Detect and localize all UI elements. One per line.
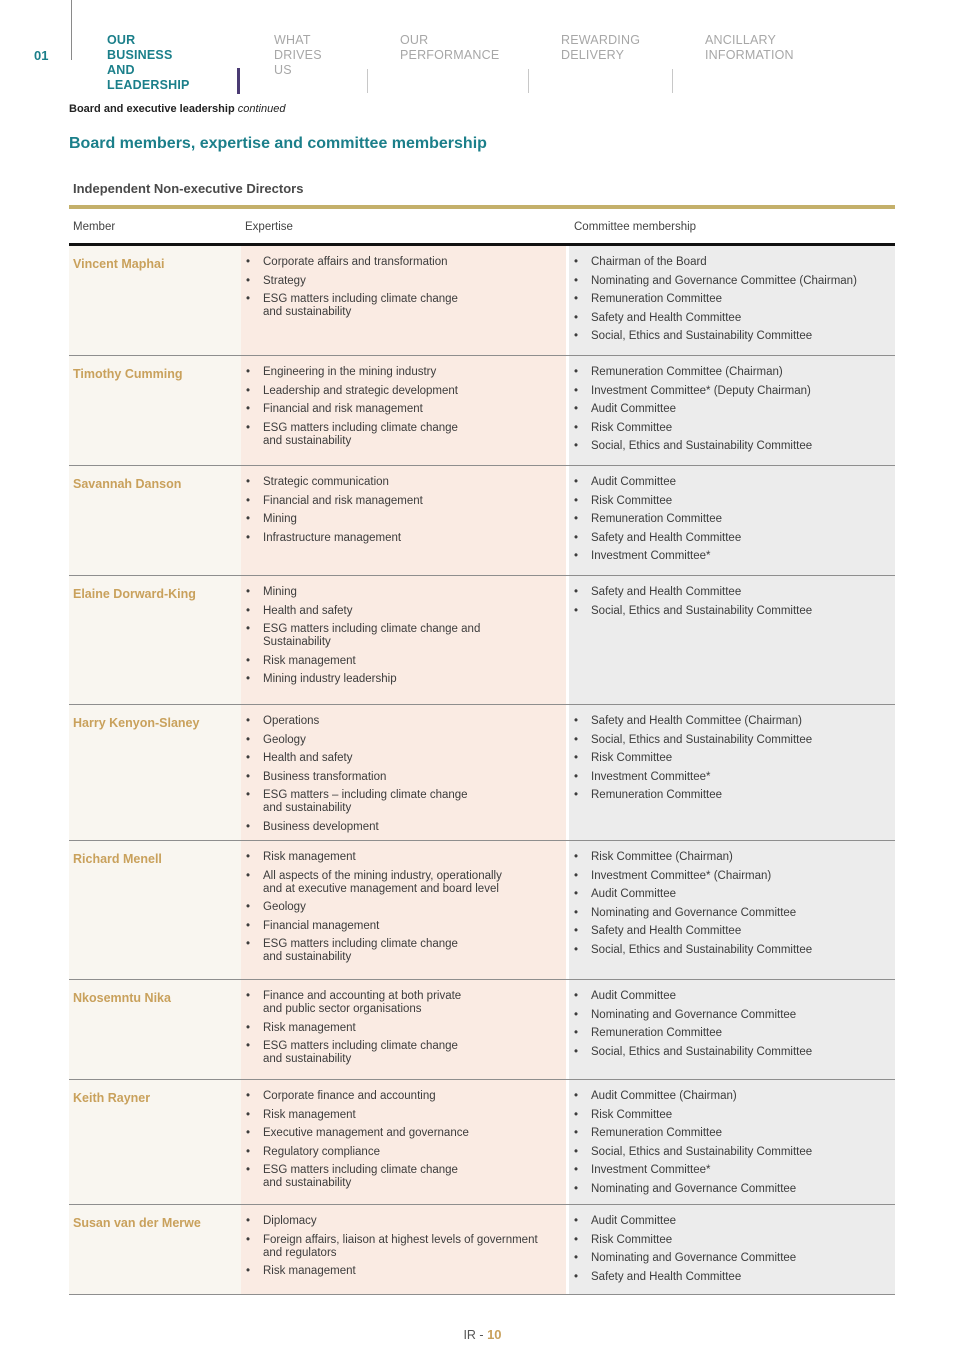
committee-item: • Safety and Health Committee [573, 532, 893, 545]
expertise-item: • Financial management [245, 920, 560, 933]
expertise-list [245, 1090, 560, 1196]
expertise-cell [241, 246, 566, 355]
committee-item: • Safety and Health Committee (Chairman) [573, 715, 893, 728]
committee-item: • Social, Ethics and Sustainability Committee [573, 605, 893, 618]
expertise-item: • Strategy [245, 275, 560, 288]
committee-list [573, 586, 893, 623]
table-row [69, 466, 895, 576]
table-row [69, 1080, 895, 1205]
committee-cell [569, 466, 895, 575]
committee-item: • Remuneration Committee (Chairman) [573, 366, 893, 379]
committee-item: • Social, Ethics and Sustainability Committee [573, 944, 893, 957]
expertise-item: • Corporate finance and accounting [245, 1090, 560, 1103]
committee-cell [569, 1205, 895, 1294]
committee-cell [569, 576, 895, 704]
expertise-item: • Leadership and strategic development [245, 385, 560, 398]
committee-item: • Investment Committee* (Deputy Chairman) [573, 385, 893, 398]
committee-cell [569, 980, 895, 1079]
expertise-cell [241, 980, 566, 1079]
committee-item: • Social, Ethics and Sustainability Committee [573, 734, 893, 747]
committee-item: • Audit Committee [573, 990, 893, 1003]
expertise-item: • ESG matters – including climate change and sustainability [245, 789, 560, 815]
expertise-item: • Geology [245, 901, 560, 914]
member-name: Vincent Maphai [73, 257, 165, 271]
member-name: Timothy Cumming [73, 367, 183, 381]
expertise-list [245, 366, 560, 453]
member-name: Nkosemntu Nika [73, 991, 171, 1005]
committee-item: • Investment Committee* [573, 550, 893, 563]
table-row [69, 1205, 895, 1295]
expertise-item: • Financial and risk management [245, 403, 560, 416]
member-cell [69, 246, 241, 355]
expertise-item: • Health and safety [245, 752, 560, 765]
table-row [69, 576, 895, 705]
expertise-item: • Diplomacy [245, 1215, 560, 1228]
footer-prefix: IR - [463, 1328, 488, 1342]
committee-item: • Remuneration Committee [573, 1127, 893, 1140]
member-name: Susan van der Merwe [73, 1216, 201, 1230]
committee-item: • Social, Ethics and Sustainability Committee [573, 1146, 893, 1159]
committee-list [573, 1090, 893, 1201]
expertise-item: • Risk management [245, 1109, 560, 1122]
nav-active-marker [237, 68, 240, 94]
expertise-list [245, 990, 560, 1072]
column-header-committees: Committee membership [574, 221, 697, 233]
expertise-item: • Health and safety [245, 605, 560, 618]
committee-item: • Audit Committee [573, 1215, 893, 1228]
committee-list [573, 715, 893, 808]
committee-item: • Safety and Health Committee [573, 312, 893, 325]
committee-list [573, 366, 893, 459]
expertise-item: • Strategic communication [245, 476, 560, 489]
member-cell [69, 356, 241, 465]
member-name: Elaine Dorward-King [73, 587, 196, 601]
table-body [69, 246, 895, 1295]
expertise-item: • Risk management [245, 655, 560, 668]
expertise-cell [241, 576, 566, 704]
expertise-cell [241, 705, 566, 840]
expertise-item: • ESG matters including climate change and sustainability [245, 1040, 560, 1066]
expertise-item: • Mining industry leadership [245, 673, 560, 686]
expertise-item: • Operations [245, 715, 560, 728]
section-label [69, 103, 285, 115]
committee-item: • Nominating and Governance Committee [573, 907, 893, 920]
expertise-item: • Corporate affairs and transformation [245, 256, 560, 269]
table-row [69, 356, 895, 466]
expertise-item: • Risk management [245, 1022, 560, 1035]
committee-item: • Remuneration Committee [573, 1027, 893, 1040]
committee-list [573, 851, 893, 962]
committee-item: • Social, Ethics and Sustainability Committee [573, 330, 893, 343]
nav-rewarding-delivery[interactable]: REWARDING DELIVERY [561, 33, 641, 62]
committee-cell [569, 705, 895, 840]
member-cell [69, 1080, 241, 1204]
expertise-list [245, 851, 560, 970]
committee-item: • Investment Committee* [573, 771, 893, 784]
section-label-bold: Board and executive leadership [69, 103, 235, 115]
expertise-item: • Business development [245, 821, 560, 834]
expertise-item: • Infrastructure management [245, 532, 560, 545]
expertise-item: • Financial and risk management [245, 495, 560, 508]
committee-item: • Investment Committee* [573, 1164, 893, 1177]
committee-item: • Risk Committee (Chairman) [573, 851, 893, 864]
committee-item: • Remuneration Committee [573, 789, 893, 802]
member-cell [69, 576, 241, 704]
expertise-item: • ESG matters including climate change and sustainability [245, 293, 560, 319]
committee-item: • Nominating and Governance Committee [573, 1009, 893, 1022]
committee-cell [569, 841, 895, 979]
nav-what-drives-us[interactable]: WHAT DRIVES US [274, 33, 322, 77]
table-row [69, 246, 895, 356]
table-row [69, 841, 895, 980]
expertise-item: • Engineering in the mining industry [245, 366, 560, 379]
column-header-expertise: Expertise [245, 221, 293, 233]
page-number: 01 [34, 48, 49, 63]
committee-item: • Audit Committee [573, 476, 893, 489]
committee-list [573, 256, 893, 349]
expertise-cell [241, 1080, 566, 1204]
expertise-cell [241, 466, 566, 575]
committee-cell [569, 1080, 895, 1204]
footer-page: 10 [487, 1327, 502, 1342]
member-cell [69, 466, 241, 575]
expertise-list [245, 715, 560, 839]
committee-item: • Audit Committee (Chairman) [573, 1090, 893, 1103]
expertise-item: • Executive management and governance [245, 1127, 560, 1140]
table-header [69, 209, 895, 246]
nav-ancillary-information[interactable]: ANCILLARY INFORMATION [705, 33, 794, 62]
committee-list [573, 476, 893, 569]
committee-item: • Risk Committee [573, 495, 893, 508]
member-name: Richard Menell [73, 852, 162, 866]
expertise-item: • Mining [245, 513, 560, 526]
expertise-item: • Risk management [245, 1265, 560, 1278]
committee-item: • Nominating and Governance Committee (Chairman) [573, 275, 893, 288]
committee-item: • Investment Committee* (Chairman) [573, 870, 893, 883]
committee-item: • Safety and Health Committee [573, 1271, 893, 1284]
expertise-item: • ESG matters including climate change and Sustainability [245, 623, 560, 649]
nav-separator [672, 69, 673, 93]
committee-cell [569, 246, 895, 355]
committee-item: • Safety and Health Committee [573, 925, 893, 938]
expertise-list [245, 476, 560, 550]
nav-separator [528, 69, 529, 93]
committee-item: • Risk Committee [573, 1109, 893, 1122]
page-title: Board members, expertise and committee membership [69, 135, 487, 152]
committee-item: • Audit Committee [573, 888, 893, 901]
board-members-table [69, 205, 895, 1295]
committee-list [573, 990, 893, 1064]
expertise-list [245, 256, 560, 325]
committee-item: • Risk Committee [573, 752, 893, 765]
committee-item: • Remuneration Committee [573, 293, 893, 306]
member-cell [69, 705, 241, 840]
member-name: Keith Rayner [73, 1091, 151, 1105]
committee-item: • Safety and Health Committee [573, 586, 893, 599]
expertise-item: • ESG matters including climate change and sustainability [245, 1164, 560, 1190]
table-row [69, 705, 895, 841]
committee-cell [569, 356, 895, 465]
section-label-italic: continued [237, 103, 286, 115]
expertise-list [245, 586, 560, 692]
committee-list [573, 1215, 893, 1289]
footer-page-number [0, 1327, 965, 1342]
expertise-item: • Business transformation [245, 771, 560, 784]
nav-our-performance[interactable]: OUR PERFORMANCE [400, 33, 500, 62]
expertise-item: • Mining [245, 586, 560, 599]
expertise-item: • Geology [245, 734, 560, 747]
table-row [69, 980, 895, 1080]
column-header-member: Member [73, 221, 116, 233]
table-subheading: Independent Non-executive Directors [73, 181, 304, 196]
member-cell [69, 980, 241, 1079]
nav-separator [367, 69, 368, 93]
expertise-item: • All aspects of the mining industry, operationally and at executive management and board level [245, 870, 560, 896]
committee-item: • Nominating and Governance Committee [573, 1252, 893, 1265]
committee-item: • Risk Committee [573, 1234, 893, 1247]
committee-item: • Nominating and Governance Committee [573, 1183, 893, 1196]
committee-item: • Chairman of the Board [573, 256, 893, 269]
committee-item: • Audit Committee [573, 403, 893, 416]
expertise-item: • Foreign affairs, liaison at highest levels of government and regulators [245, 1234, 560, 1260]
member-name: Savannah Danson [73, 477, 182, 491]
committee-item: • Social, Ethics and Sustainability Committee [573, 440, 893, 453]
member-cell [69, 1205, 241, 1294]
committee-item: • Risk Committee [573, 422, 893, 435]
expertise-item: • ESG matters including climate change and sustainability [245, 422, 560, 448]
nav-our-business[interactable]: OUR BUSINESS AND LEADERSHIP [107, 33, 190, 92]
expertise-cell [241, 841, 566, 979]
committee-item: • Remuneration Committee [573, 513, 893, 526]
member-cell [69, 841, 241, 979]
expertise-item: • Finance and accounting at both private and public sector organisations [245, 990, 560, 1016]
expertise-list [245, 1215, 560, 1284]
expertise-cell [241, 356, 566, 465]
member-name: Harry Kenyon-Slaney [73, 716, 200, 730]
expertise-item: • ESG matters including climate change and sustainability [245, 938, 560, 964]
expertise-item: • Risk management [245, 851, 560, 864]
expertise-cell [241, 1205, 566, 1294]
header-divider [71, 0, 72, 60]
committee-item: • Social, Ethics and Sustainability Committee [573, 1046, 893, 1059]
expertise-item: • Regulatory compliance [245, 1146, 560, 1159]
